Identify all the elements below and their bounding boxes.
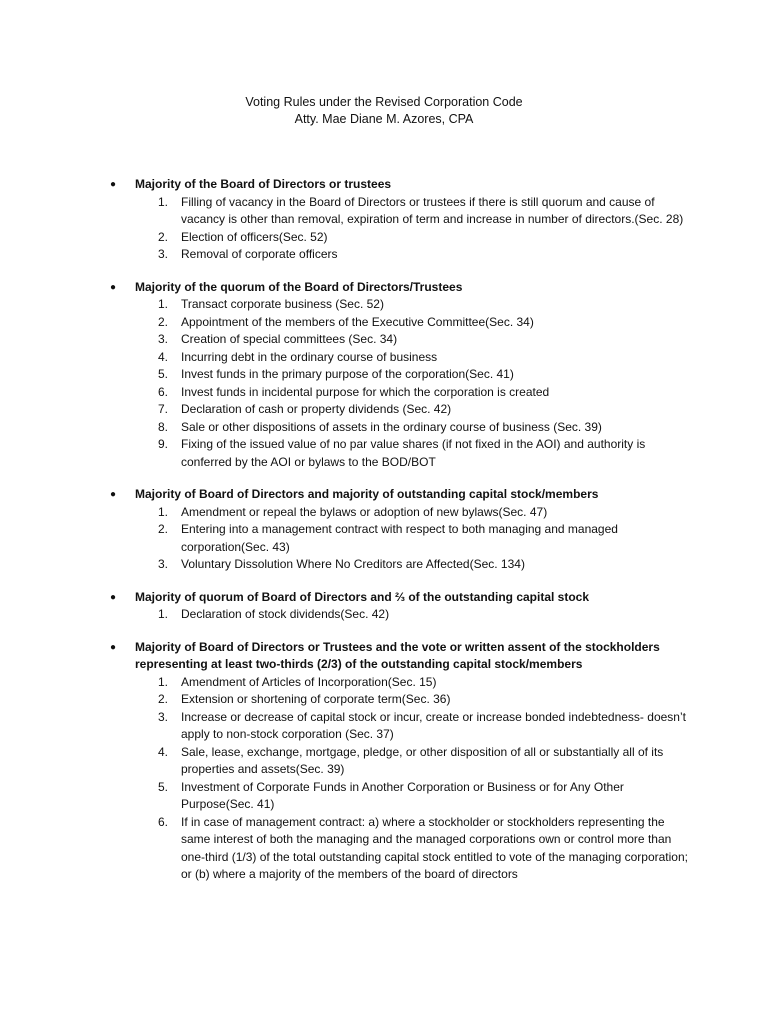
list-item <box>110 419 690 437</box>
item-number: 3. <box>158 557 169 571</box>
item-number: 1. <box>158 607 169 621</box>
item-text: Entering into a management contract with respect to both managing and managed corporation(Sec. 43) <box>181 522 618 554</box>
rule-section <box>110 486 690 574</box>
item-number: 4. <box>158 744 169 759</box>
item-text: Extension or shortening of corporate term(Sec. 36) <box>181 692 451 706</box>
list-item <box>110 779 690 814</box>
list-item <box>110 401 690 419</box>
numbered-list <box>110 296 690 471</box>
item-number: 2. <box>158 692 169 706</box>
bullet-icon: ● <box>110 591 117 603</box>
list-item <box>110 314 690 332</box>
list-item <box>110 229 690 247</box>
list-item <box>110 331 690 349</box>
item-number: 5. <box>158 367 169 381</box>
item-text: Amendment of Articles of Incorporation(Sec. 15) <box>181 674 437 689</box>
bullet-icon: ● <box>110 489 117 500</box>
list-item <box>110 349 690 367</box>
list-item <box>110 709 690 744</box>
item-text: Amendment or repeal the bylaws or adoption of new bylaws(Sec. 47) <box>181 504 548 519</box>
list-item <box>110 436 690 471</box>
sections-list <box>110 176 690 899</box>
item-number: 2. <box>158 229 169 244</box>
item-number: 3. <box>158 709 169 724</box>
item-text: Creation of special committees (Sec. 34) <box>181 332 398 346</box>
list-item <box>110 556 690 574</box>
item-text: If in case of management contract: a) where a stockholder or stockholders representing the same interest of both the managing and the managed corporations own or control more than one-third (1/3) of the total outstanding capital stock entitled to vote of the managing corporation; or (b) where a majority of the members of the board of directors <box>181 814 688 881</box>
item-number: 3. <box>158 247 169 261</box>
numbered-list <box>110 194 690 264</box>
item-text: Fixing of the issued value of no par value shares (if not fixed in the AOI) and authority is conferred by the AOI or bylaws to the BOD/BOT <box>181 437 646 469</box>
rule-section <box>110 589 690 624</box>
item-number: 6. <box>158 384 169 399</box>
item-text: Voluntary Dissolution Where No Creditors are Affected(Sec. 134) <box>181 557 525 571</box>
item-text: Removal of corporate officers <box>181 247 338 261</box>
item-text: Appointment of the members of the Executive Committee(Sec. 34) <box>181 314 534 329</box>
list-item <box>110 194 690 229</box>
item-text: Declaration of cash or property dividends (Sec. 42) <box>181 402 452 416</box>
list-item <box>110 296 690 314</box>
rule-section <box>110 176 690 264</box>
item-text: Invest funds in incidental purpose for which the corporation is created <box>181 384 550 399</box>
list-item <box>110 814 690 884</box>
rule-section <box>110 639 690 884</box>
bullet-icon: ● <box>110 641 117 653</box>
rule-section <box>110 279 690 472</box>
item-number: 4. <box>158 349 169 364</box>
section-heading: Majority of Board of Directors or Trustees and the vote or written assent of the stockholders representing at least two-thirds (2/3) of the outstanding capital stock/members <box>135 639 660 671</box>
item-number: 1. <box>158 297 169 311</box>
numbered-list <box>110 674 690 884</box>
document-author: Atty. Mae Diane M. Azores, CPA <box>294 112 474 126</box>
item-number: 9. <box>158 437 169 451</box>
list-item <box>110 521 690 556</box>
item-text: Invest funds in the primary purpose of the corporation(Sec. 41) <box>181 367 514 381</box>
list-item <box>110 384 690 402</box>
item-text: Increase or decrease of capital stock or incur, create or increase bonded indebtedness- doesn’t apply to non-stock corporation (Sec. 37) <box>181 709 686 741</box>
list-item <box>110 366 690 384</box>
list-item <box>110 691 690 709</box>
item-number: 8. <box>158 419 169 434</box>
item-text: Election of officers(Sec. 52) <box>181 229 328 244</box>
bullet-icon: ● <box>110 179 117 190</box>
list-item <box>110 246 690 264</box>
list-item <box>110 674 690 692</box>
item-number: 1. <box>158 674 169 689</box>
list-item <box>110 606 690 624</box>
numbered-list <box>110 504 690 574</box>
item-number: 7. <box>158 402 169 416</box>
section-heading: Majority of Board of Directors and majority of outstanding capital stock/members <box>135 487 599 501</box>
list-item <box>110 504 690 522</box>
item-number: 5. <box>158 779 169 794</box>
item-text: Investment of Corporate Funds in Another Corporation or Business or for Any Other Purpose(Sec. 41) <box>181 779 624 811</box>
item-text: Transact corporate business (Sec. 52) <box>181 297 384 311</box>
item-number: 1. <box>158 194 169 209</box>
item-text: Incurring debt in the ordinary course of business <box>181 349 438 364</box>
document-title: Voting Rules under the Revised Corporation Code <box>245 95 523 109</box>
numbered-list <box>110 606 690 624</box>
item-number: 2. <box>158 314 169 329</box>
bullet-icon: ● <box>110 281 117 293</box>
item-number: 2. <box>158 522 169 536</box>
item-text: Sale or other dispositions of assets in the ordinary course of business (Sec. 39) <box>181 419 602 434</box>
document-header <box>0 94 768 128</box>
section-heading: Majority of quorum of Board of Directors and ⅔ of the outstanding capital stock <box>135 589 590 604</box>
item-number: 6. <box>158 814 169 829</box>
item-text: Sale, lease, exchange, mortgage, pledge, or other disposition of all or substantially all of its properties and assets(Sec. 39) <box>181 744 664 776</box>
item-text: Filling of vacancy in the Board of Directors or trustees if there is still quorum and cause of vacancy is other than removal, expiration of term and increase in number of directors.(Sec. 28) <box>181 194 684 226</box>
section-heading: Majority of the quorum of the Board of Directors/Trustees <box>135 279 463 294</box>
list-item <box>110 744 690 779</box>
section-heading: Majority of the Board of Directors or trustees <box>135 177 392 191</box>
item-text: Declaration of stock dividends(Sec. 42) <box>181 607 390 621</box>
item-number: 3. <box>158 332 169 346</box>
item-number: 1. <box>158 504 169 519</box>
